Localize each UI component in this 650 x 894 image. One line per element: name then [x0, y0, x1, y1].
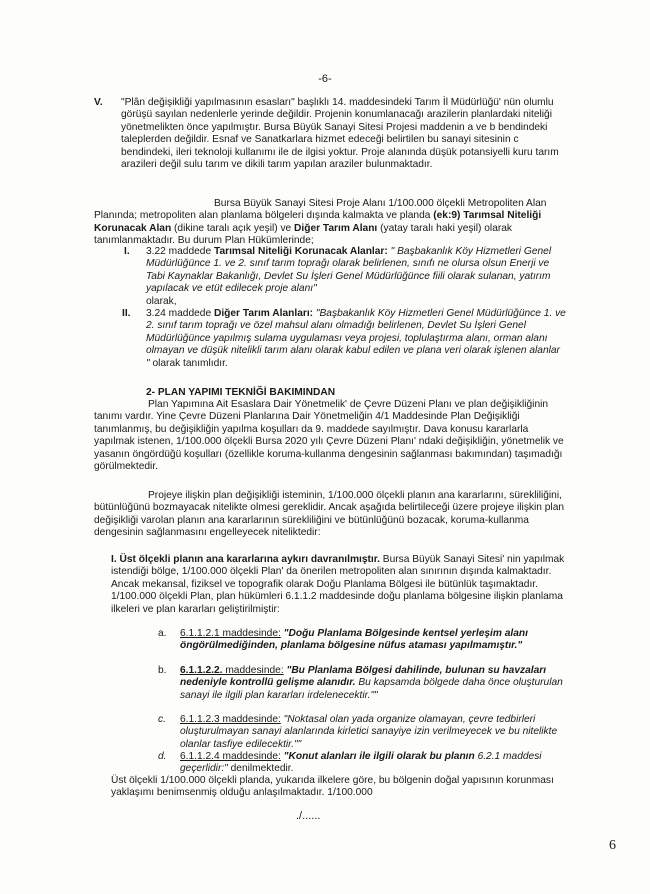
list-c-ital: "Noktasal olan yada organize olamayan, çevre tedbirleri oluşturulmayan sanayi alanlarında kirletici sanayiye izin verilmeyecek ve bu nitelikte olanlar tasfiye edilecektir.""	[180, 714, 558, 750]
metro-text-3: (dikine taralı açık yeşil) ve	[171, 222, 295, 234]
metro-text-5: (yatay taralı haki yeşil) olarak tanımlanmaktadır. Bu durum Plan Hükümlerinde;	[94, 222, 513, 247]
sub-1-text: Bursa Büyük Sanayi Sitesi' nin yapılmak istendiği bölge, 1/100.000 ölçekli Plan' da önerilen metropoliten alan sınırının dışında kalmaktadır. Ancak mekansal, fiziksel ve topografik olarak Doğu Planlama Bölgesi ile bütünlük taşımaktadır. 1/100.000 ölçekli Plan, plan hükümleri 6.1.1.2 maddesinde doğu planlama bölgesine ilişkin planlama ilkeleri ve plan kararları geliştirilmiştir:	[111, 554, 565, 615]
section-2-text: Plan Yapımına Ait Esaslara Dair Yönetmelik' de Çevre Düzeni Planı ve plan değişikliğinin tanımı vardır. Yine Çevre Düzeni Planlarına Dair Yönetmeliğin 4/1 Maddesinde Plan Değişikliği tanımlanmış, bu değişikliğin yapılma koşulları da 9. maddede sayılmıştır. Dava konusu kararlarla yapılmak istenen, 1/100.000 ölçekli Bursa 2020 yılı Çevre Düzeni Planı' ndaki değişikliğin, yönetmelik ve yasanın öngördüğü koşulları (özellikle koruma-kullanma dengesinin sağlanması bakımından) taşımadığı görülmektedir.	[94, 399, 564, 473]
metro-text-4: Diğer Tarım Alanı	[294, 222, 378, 234]
page-label: -6-	[318, 73, 332, 85]
list-c-ref: 6.1.1.2.3 maddesinde:	[180, 714, 281, 725]
corner-page-number: 6	[609, 838, 616, 853]
list-b-ital: Bu kapsamda bölgede daha önce oluşturulan sanayi ile ilgili plan kararları irdelenecektir.""	[180, 677, 563, 701]
list-d-tail: denilmektedir.	[227, 763, 294, 775]
item-ii-d: olarak tanımlıdır.	[149, 357, 228, 369]
list-c-marker: c.	[158, 714, 166, 725]
list-d-text	[180, 751, 565, 776]
list-b-bold: "Bu Planlama Bölgesi dahilinde, bulunan su havzaları nedeniyle kontrollü gelişme alanıdır.	[180, 665, 547, 689]
metro-text-1: Bursa Büyük Sanayi Sitesi Proje Alanı 1/100.000 ölçekli Metropoliten Alan Planında; metropoliten alan planlama bölgeleri dışında kalmakta ve planda	[94, 198, 547, 222]
item-i-d: olarak,	[146, 295, 177, 307]
list-d-bold: "Konut alanları ile ilgili olarak bu planın	[280, 751, 475, 762]
list-b-marker: b.	[158, 665, 167, 676]
continuation-mark: ./......	[296, 810, 321, 822]
sub-1-paragraph	[111, 554, 571, 616]
section-v-text: "Plân değişikliği yapılmasının esasları" başlıklı 14. maddesindeki Tarım İl Müdürlüğü' nün olumlu görüşü sayılan nedenlerle yerinde değildir. Projenin konumlanacağı arazilerin planlardaki niteliği yönetmelikten önce yapılmıştır. Bursa Büyük Sanayi Sitesi Projesi maddenin a ve b bendindeki taleplerden değildir. Esnaf ve Sanatkarlara hizmet edeceği belirtilen bu sanayi sitesinin c bendindeki, ileri teknoloji kullanımı ile de ilgisi yoktur. Proje alanında düşük potansiyelli kuru tarım arazileri değil sulu tarım ve dikili tarım yapılan araziler bulunmaktadır.	[121, 97, 559, 171]
item-i-a: 3.22 maddede	[146, 246, 214, 257]
item-i-c: " Başbakanlık Köy Hizmetleri Genel Müdürlüğünce 1. ve 2. sınıf tarım toprağı olarak belirlenen, sınıfı ne olursa olsun Enerji ve Tabi Kaynaklar Bakanlığı, Devlet Su İşleri Genel Müdürlüğünce fiili olarak sulanan, yatırım yapılacak ve etüt edilecek proje alanı"	[146, 246, 552, 295]
item-ii-label: II.	[122, 308, 131, 319]
list-d-ital: 6.2.1 maddesi geçerlidir:"	[180, 751, 542, 775]
item-ii-text	[146, 308, 566, 370]
item-ii-a: 3.24 maddede	[146, 308, 214, 319]
metro-text-2: (ek:9) Tarımsal Niteliği Korunacak Alan	[94, 210, 542, 234]
item-i-b: Tarımsal Niteliği Korunacak Alanlar:	[213, 246, 388, 257]
final-paragraph: Üst ölçekli 1/100.000 ölçekli planda, yukarıda ilkelere göre, bu bölgenin doğal yapısının korunması yaklaşımı benimsenmiş olduğu anlaşılmaktadır. 1/100.000	[111, 775, 554, 799]
list-b-text	[180, 665, 565, 702]
list-b-ref-2: maddesinde:	[222, 665, 284, 676]
section-v-label: V.	[94, 97, 103, 108]
list-d-marker: d.	[158, 751, 167, 762]
list-a-ref: 6.1.1.2.1 maddesinde:	[180, 628, 281, 639]
project-paragraph: Projeye ilişkin plan değişikliği isteminin, 1/100.000 ölçekli planın ana kararlarını, sürekliliğini, bütünlüğünü bozmayacak nitelikte olmesi gereklidir. Ancak aşağıda belirtileceği üzere projeye ilişkin plan değişikliği varolan planın ana kararlarının sürekliliğini ve bütünlüğünü bozacak, koruma-kullanma dengesinin sağlanmasını engelleyecek niteliktedir:	[94, 490, 565, 539]
metro-paragraph	[94, 198, 572, 248]
section-2-heading: 2- PLAN YAPIMI TEKNİĞİ BAKIMINDAN	[146, 387, 336, 398]
list-a-bold: "Doğu Planlama Bölgesinde kentsel yerleşim alanı öngörülmediğinden, planlama bölgesine nüfus ataması yapılmamıştır."	[180, 628, 528, 652]
item-ii-c: "Başbakanlık Köy Hizmetleri Genel Müdürlüğünce 1. ve 2. sınıf tarım toprağı ve özel mahsul alanı olmadığı belirlenen, Devlet Su İşleri Genel Müdürlüğünce yapılmış sulama uygulaması veya projesi, toplulaştırma alanı, orman alanı olmayan ve düşük nitelikli tarım alanı olarak kabul edilen ve plana veri olarak işlenen alanlar "	[146, 308, 566, 369]
list-b-ref: 6.1.1.2.2.	[180, 665, 223, 676]
list-d-ref: 6.1.1.2.4 maddesinde:	[180, 751, 281, 762]
item-i-text	[146, 246, 566, 308]
list-c-text	[180, 714, 565, 751]
list-a-text	[180, 628, 565, 653]
list-a-marker: a.	[158, 628, 167, 639]
item-ii-b: Diğer Tarım Alanları:	[213, 308, 314, 319]
sub-1-heading: I. Üst ölçekli planın ana kararlarına aykırı davranılmıştır.	[111, 554, 380, 565]
item-i-label: I.	[124, 246, 130, 257]
